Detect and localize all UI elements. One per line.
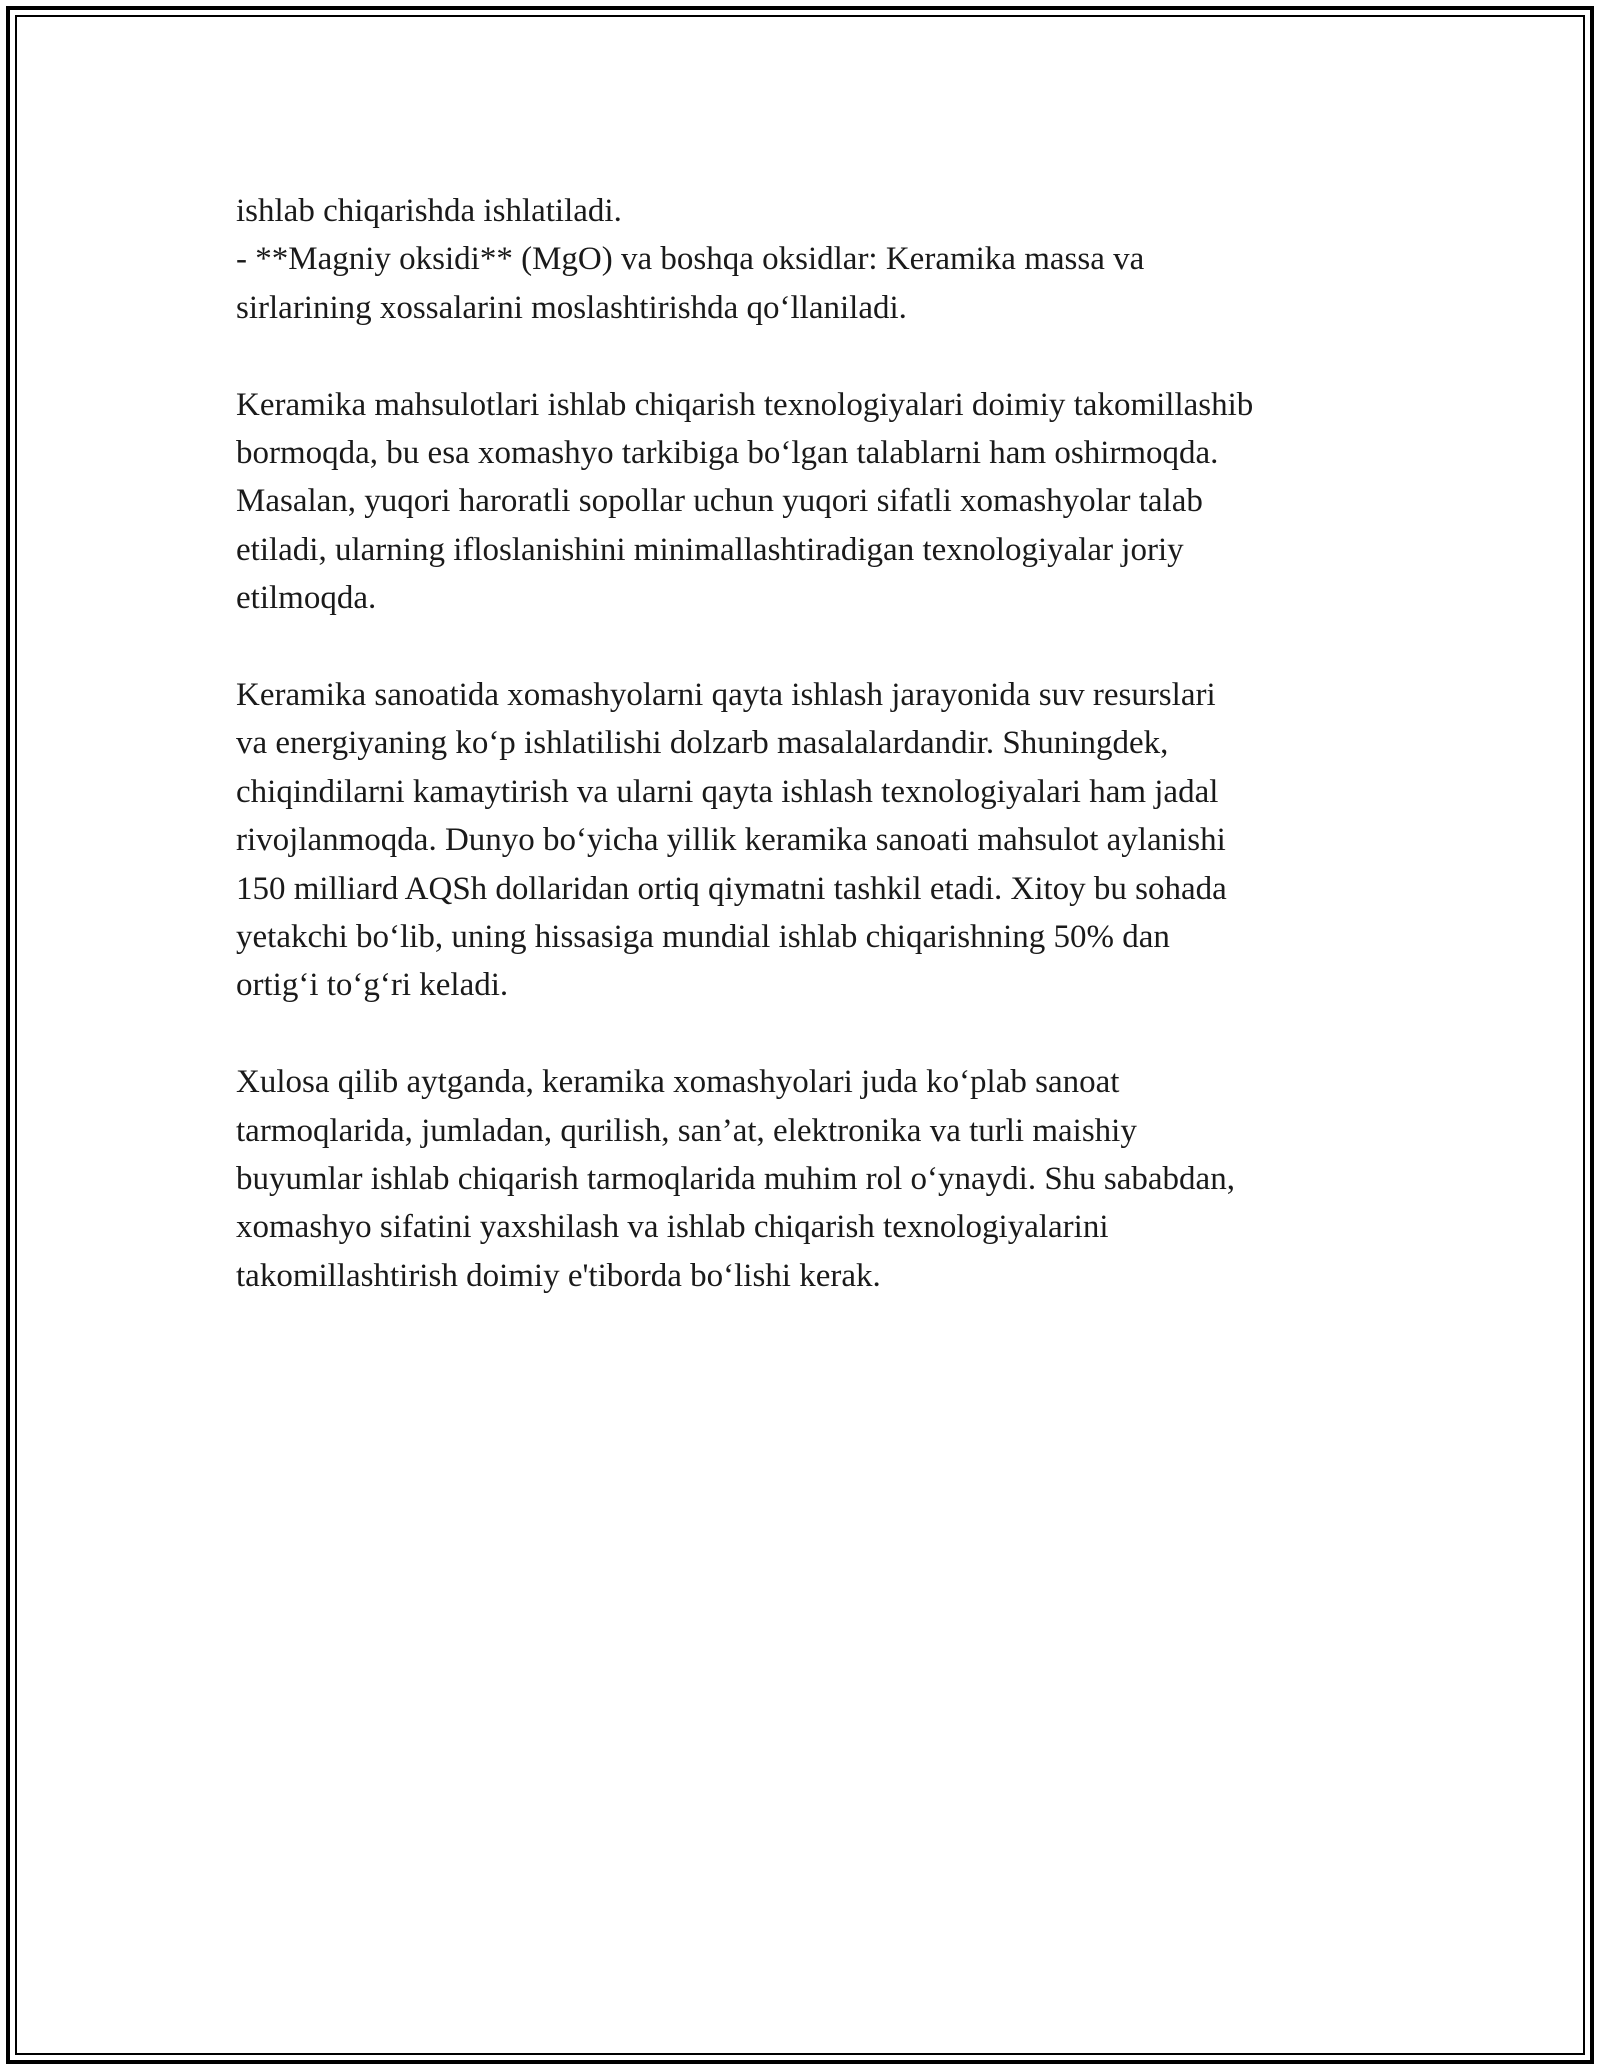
paragraph-texnologiyalar: Keramika mahsulotlari ishlab chiqarish texnologiyalari doimiy takomillashib bormoqda, bu esa xomashyo tarkibiga bo‘lgan talablarni ham oshirmoqda. Masalan, yuqori haroratli sopollar uchun yuqori sifatli xomashyolar talab etiladi, ularning ifloslanishini minimallashtiradigan texnologiyalar joriy etilmoqda. [236, 386, 1254, 617]
paragraph-magniy-oksidi: ishlab chiqarishda ishlatiladi. - **Magniy oksidi** (MgO) va boshqa oksidlar: Keramika massa va sirlarining xossalarini moslashtirishda qo‘llaniladi. [236, 193, 1145, 326]
page-content [236, 187, 1386, 1300]
paragraph-sanoat-resurslari: Keramika sanoatida xomashyolarni qayta ishlash jarayonida suv resurslari va energiyaning ko‘p ishlatilishi dolzarb masalalardandir. Shuningdek, chiqindilarni kamaytirish va ularni qayta ishlash texnologiyalari ham jadal rivojlanmoqda. Dunyo bo‘yicha yillik keramika sanoati mahsulot aylanishi 150 milliard AQSh dollaridan ortiq qiymatni tashkil etadi. Xitoy bu sohada yetakchi bo‘lib, uning hissasiga mundial ishlab chiqarishning 50% dan ortig‘i to‘g‘ri keladi. [236, 677, 1227, 1004]
paragraph-xulosa: Xulosa qilib aytganda, keramika xomashyolari juda ko‘plab sanoat tarmoqlarida, jumladan, qurilish, san’at, elektronika va turli maishiy buyumlar ishlab chiqarish tarmoqlarida muhim rol o‘ynaydi. Shu sababdan, xomashyo sifatini yaxshilash va ishlab chiqarish texnologiyalarini takomillashtirish doimiy e'tiborda bo‘lishi kerak. [236, 1064, 1235, 1294]
